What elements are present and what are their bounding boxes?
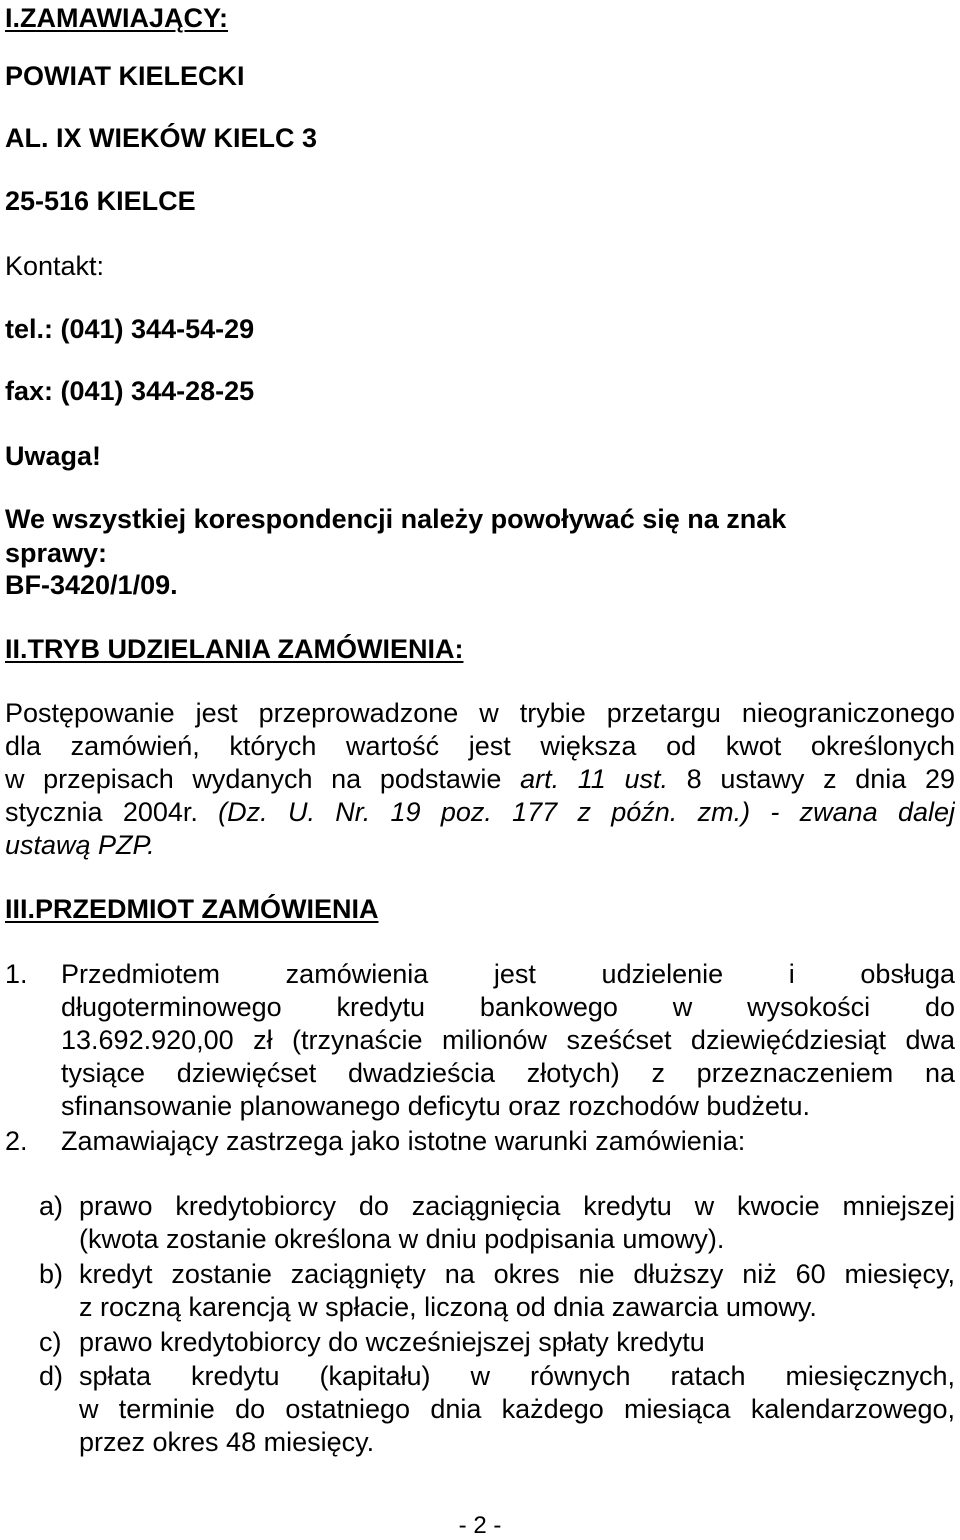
fax: fax: (041) 344-28-25 — [5, 376, 255, 406]
note-line-1: We wszystkiej korespondencji należy powoływać się na znak — [5, 504, 787, 534]
procedure-paragraph — [5, 697, 955, 862]
condition-label: b) — [39, 1259, 64, 1289]
condition-text: kredyt zostanie zaciągnięty na okres nie dłuższy niż 60 miesięcy, z roczną karencją w spłacie, liczoną od dnia zawarcia umowy. — [79, 1259, 955, 1322]
item-text: Zamawiający zastrzega jako istotne warunki zamówienia: — [61, 1126, 746, 1156]
contact-label: Kontakt: — [5, 251, 105, 281]
condition-label: d) — [39, 1361, 64, 1391]
case-number: BF-3420/1/09. — [5, 570, 178, 600]
procedure-line-4: stycznia 2004r. (Dz. U. Nr. 19 poz. 177 z późn. zm.) - zwana dalej — [5, 797, 955, 827]
section-1-heading: I.ZAMAWIAJĄCY: — [5, 3, 228, 33]
address-city: 25-516 KIELCE — [5, 186, 196, 216]
item-number: 2. — [5, 1126, 28, 1156]
condition-label: c) — [39, 1327, 62, 1357]
item-number: 1. — [5, 959, 28, 989]
procedure-line-1: Postępowanie jest przeprowadzone w trybie przetargu nieograniczonego — [5, 698, 955, 728]
page-number: - 2 - — [458, 1512, 502, 1539]
document-page — [5, 0, 955, 1537]
condition-text: prawo kredytobiorcy do wcześniejszej spłaty kredytu — [79, 1327, 705, 1357]
condition-text: prawo kredytobiorcy do zaciągnięcia kredytu w kwocie mniejszej (kwota zostanie określona w dniu podpisania umowy). — [79, 1191, 955, 1254]
note-line-2: sprawy: — [5, 538, 108, 568]
procedure-line-3: w przepisach wydanych na podstawie art. 11 ust. 8 ustawy z dnia 29 — [5, 764, 955, 794]
note-label: Uwaga! — [5, 441, 102, 471]
section-2-heading: II.TRYB UDZIELANIA ZAMÓWIENIA: — [5, 634, 464, 664]
procedure-line-5: ustawą PZP. — [5, 830, 155, 860]
condition-text: spłata kredytu (kapitału) w równych ratach miesięcznych, w terminie do ostatniego dnia każdego miesiąca kalendarzowego, przez okres 48 miesięcy. — [79, 1361, 955, 1457]
address-street: AL. IX WIEKÓW KIELC 3 — [5, 123, 318, 153]
procedure-line-2: dla zamówień, których wartość jest większa od kwot określonych — [5, 731, 955, 761]
telephone: tel.: (041) 344-54-29 — [5, 314, 255, 344]
condition-label: a) — [39, 1191, 64, 1221]
contracting-authority-name: POWIAT KIELECKI — [5, 61, 245, 91]
section-3-heading: III.PRZEDMIOT ZAMÓWIENIA — [5, 894, 379, 924]
item-text: Przedmiotem zamówienia jest udzielenie i obsługa długoterminowego kredytu bankowego w wysokości do 13.692.920,00 zł (trzynaście milionów sześćset dziewięćdziesiąt dwa tysiące dziewięćset dwadzieścia złotych) z przeznaczeniem na sfinansowanie planowanego deficytu oraz rozchodów budżetu. — [61, 959, 955, 1121]
